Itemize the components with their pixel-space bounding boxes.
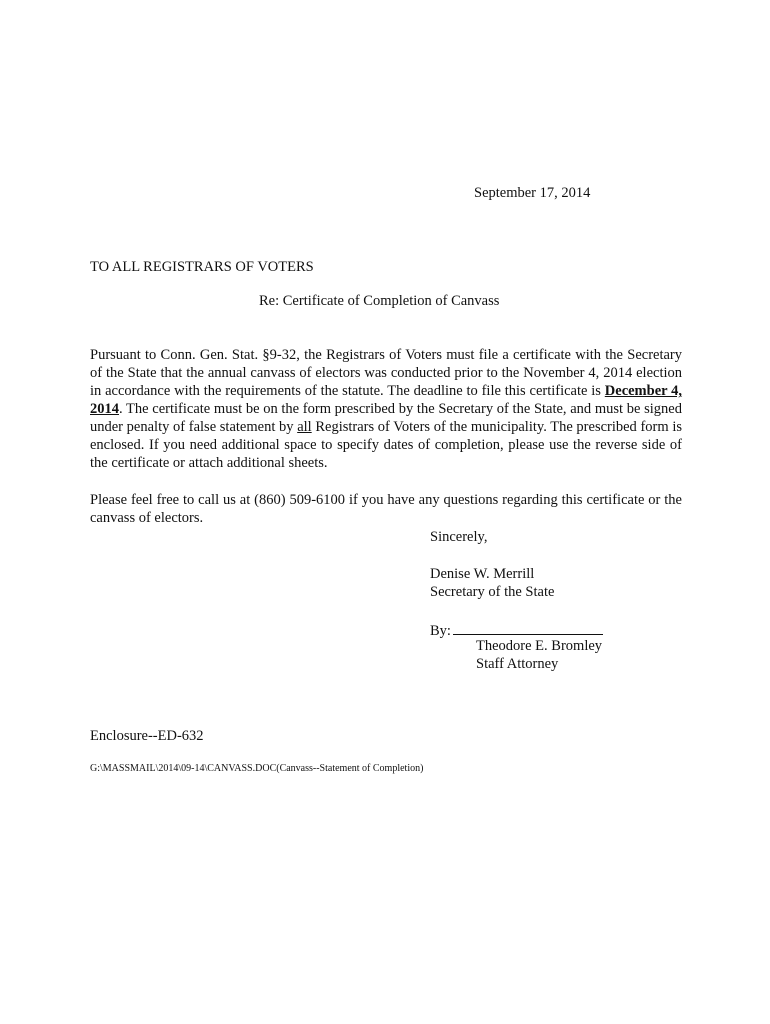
paragraph-1-text-b: . The certificate must be on the form prescribed by the Secretary of the State, and must be signed under penalty of false statement by [90,401,682,435]
signature-rule [453,620,603,635]
body-paragraph-1 [90,346,682,472]
addressee-line: TO ALL REGISTRARS OF VOTERS [90,259,314,275]
closing-salutation: Sincerely, [430,529,488,545]
deadline-date: December 4, 2014 [90,383,683,417]
letter-date: September 17, 2014 [474,185,591,201]
file-path-footer: G:\MASSMAIL\2014\09-14\CANVASS.DOC(Canvass--Statement of Completion) [90,763,424,774]
signer-title: Secretary of the State [430,584,555,600]
subject-line: Re: Certificate of Completion of Canvass [259,293,500,309]
emphasis-all: all [297,419,312,435]
body-paragraph-2: Please feel free to call us at (860) 509-6100 if you have any questions regarding this certificate or the canvass of electors. [90,492,682,526]
by-label: By: [430,623,451,639]
paragraph-1-text-a: Pursuant to Conn. Gen. Stat. §9-32, the Registrars of Voters must file a certificate with the Secretary of the State that the annual canvass of electors was conducted prior to the November 4, 2014 election in accordance with the requirements of the statute. The deadline to file this certificate is [90,347,682,399]
agent-name: Theodore E. Bromley [476,638,603,654]
enclosure-line: Enclosure--ED-632 [90,728,204,744]
agent-title: Staff Attorney [476,656,559,672]
paragraph-1-text-c: Registrars of Voters of the municipality. The prescribed form is enclosed. If you need additional space to specify dates of completion, please use the reverse side of the certificate or attach additional sheets. [90,419,682,471]
signer-name: Denise W. Merrill [430,566,535,582]
